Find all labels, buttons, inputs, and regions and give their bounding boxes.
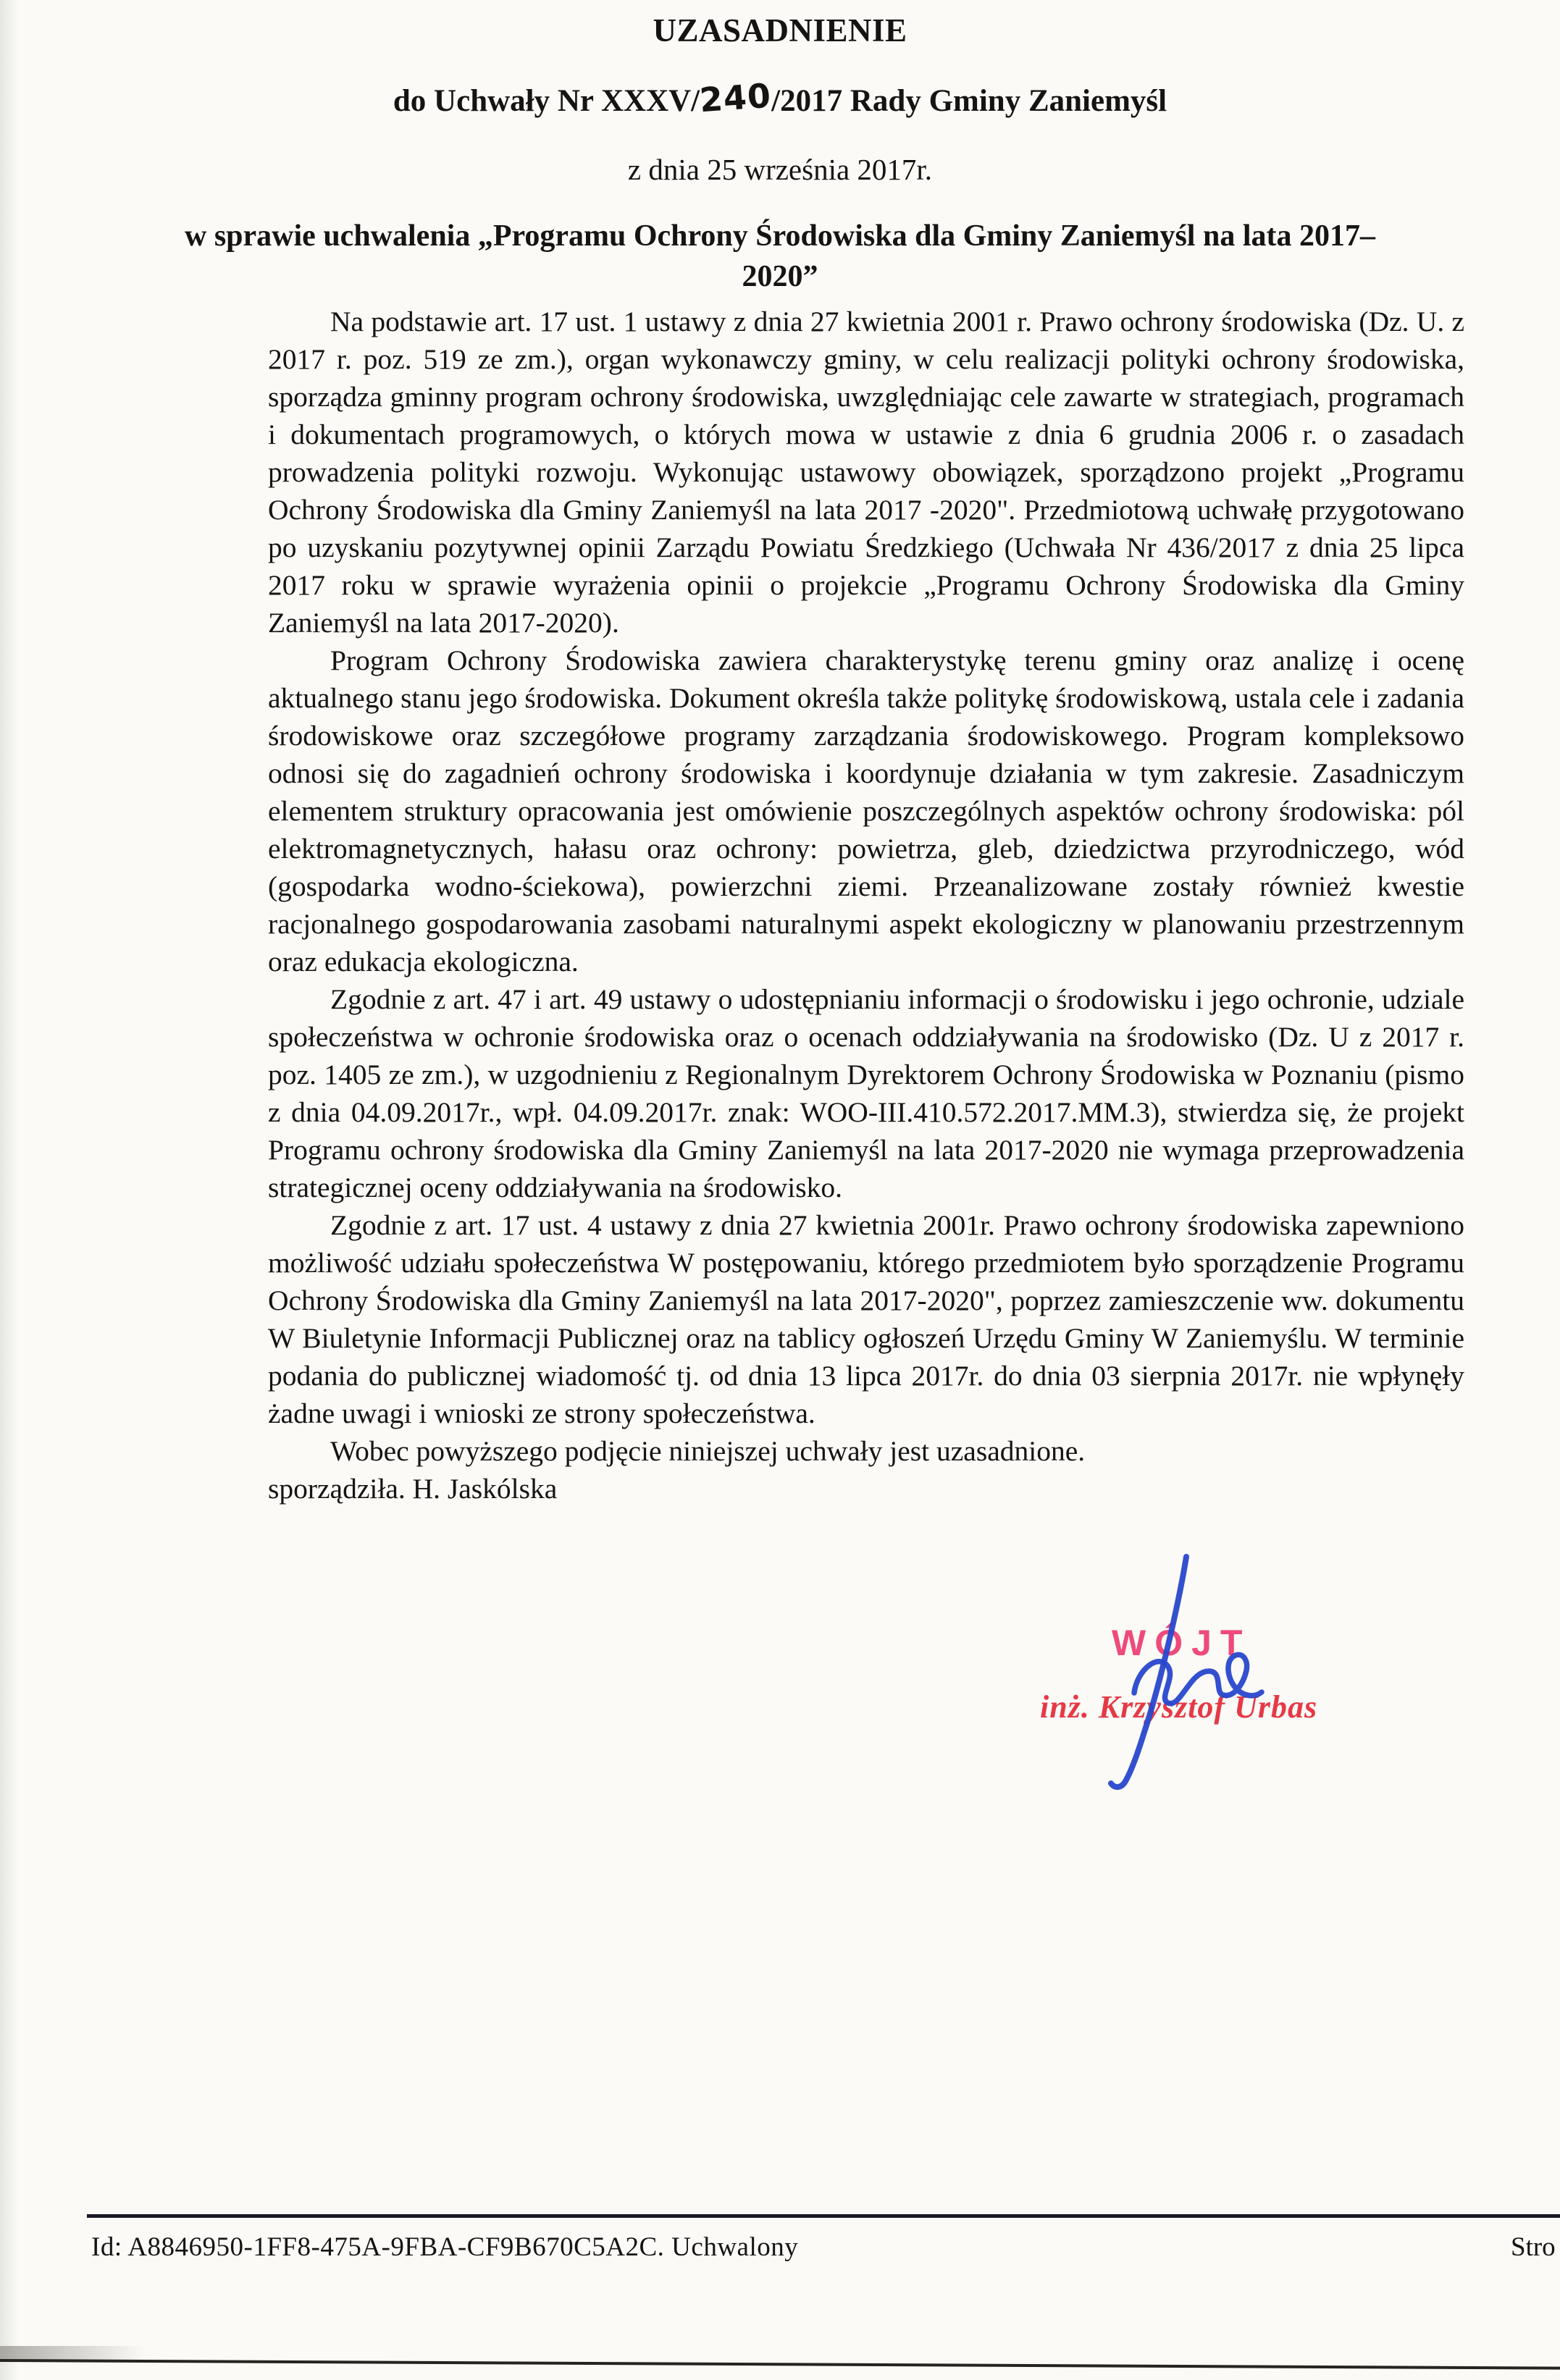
document-title: UZASADNIENIE — [653, 12, 907, 49]
paragraph-program-contents: Program Ochrony Środowiska zawiera charakterystykę terenu gminy oraz analizę i ocenę aktualnego stanu jego środowiska. Dokument określa także politykę środowiskową, ustala cele i zadania środowiskowe oraz szczegółowe programy zarządzania środowiskowego. Program kompleksowo odnosi się do zagadnień ochrony środowiska i koordynuje działania w tym zakresie. Zasadniczym elementem struktury opracowania jest omówienie poszczególnych aspektów ochrony środowiska: pól elektromagnetycznych, hałasu oraz ochrony: powietrza, gleb, dziedzictwa przyrodniczego, wód (gospodarka wodno-ściekowa), powierzchni ziemi. Przeanalizowane zostały również kwestie racjonalnego gospodarowania zasobami naturalnymi aspekt ekologiczny w planowaniu przestrzennym oraz edukacja ekologiczna. — [268, 644, 1464, 977]
document-body — [268, 303, 1464, 1508]
handwritten-resolution-number: 240 — [698, 75, 773, 120]
subject-line-1: w sprawie uchwalenia „Programu Ochrony Środowiska dla Gminy Zaniemyśl na lata 2017– — [185, 219, 1375, 253]
signature-block — [1028, 1549, 1434, 1796]
scan-smudge — [0, 2346, 145, 2360]
prepared-by-line: sporządziła. H. Jaskólska — [268, 1473, 558, 1505]
footer-divider-line — [87, 2214, 1560, 2218]
subject-line — [0, 216, 1560, 297]
paragraph-rdos-agreement: Zgodnie z art. 47 i art. 49 ustawy o udostępnianiu informacji o środowisku i jego ochronie, udziale społeczeństwa w ochronie środowiska oraz o ocenach oddziaływania na środowisko (Dz. U z 2017 r. poz. 1405 ze zm.), w uzgodnieniu z Regionalnym Dyrektorem Ochrony Środowiska w Poznaniu (pismo z dnia 04.09.2017r., wpł. 04.09.2017r. znak: WOO-III.410.572.2017.MM.3), stwierdza się, że projekt Programu ochrony środowiska dla Gminy Zaniemyśl na lata 2017-2020 nie wymaga przeprowadzenia strategicznej oceny oddziaływania na środowisko. — [268, 983, 1464, 1203]
footer-page-label: Stro — [1511, 2232, 1556, 2262]
mayor-name-stamp: inż. Krzysztof Urbas — [1040, 1689, 1318, 1725]
scan-edge-shadow — [0, 0, 19, 2380]
subject-line-2: 2020” — [742, 260, 818, 293]
paragraph-legal-basis: Na podstawie art. 17 ust. 1 ustawy z dnia 27 kwietnia 2001 r. Prawo ochrony środowiska (Dz. U. z 2017 r. poz. 519 ze zm.), organ wykonawczy gminy, w celu realizacji polityki ochrony środowiska, sporządza gminny program ochrony środowiska, uwzględniając cele zawarte w strategiach, programach i dokumentach programowych, o których mowa w ustawie z dnia 6 grudnia 2006 r. o zasadach prowadzenia polityki rozwoju. Wykonując ustawowy obowiązek, sporządzono projekt „Programu Ochrony Środowiska dla Gminy Zaniemyśl na lata 2017 -2020". Przedmiotową uchwałę przygotowano po uzyskaniu pozytywnej opinii Zarządu Powiatu Średzkiego (Uchwała Nr 436/2017 z dnia 25 lipca 2017 roku w sprawie wyrażenia opinii o projekcie „Programu Ochrony Środowiska dla Gminy Zaniemyśl na lata 2017-2020). — [268, 306, 1464, 639]
resolution-reference-line — [0, 75, 1560, 120]
closing-statement: Wobec powyższego podjęcie niniejszej uchwały jest uzasadnione. — [330, 1435, 1086, 1467]
paragraph-public-participation: Zgodnie z art. 17 ust. 4 ustawy z dnia 27 kwietnia 2001r. Prawo ochrony środowiska zapewniono możliwość udziału społeczeństwa W postępowaniu, którego przedmiotem było sporządzenie Programu Ochrony Środowiska dla Gminy Zaniemyśl na lata 2017-2020", poprzez zamieszczenie ww. dokumentu W Biuletynie Informacji Publicznej oraz na tablicy ogłoszeń Urzędu Gminy W Zaniemyślu. W terminie podania do publicznej wiadomość tj. od dnia 13 lipca 2017r. do dnia 03 sierpnia 2017r. nie wpłynęły żadne uwagi i wnioski ze strony społeczeństwa. — [268, 1209, 1464, 1429]
resolution-prefix: do Uchwały Nr XXXV/ — [393, 84, 700, 118]
resolution-date-line: z dnia 25 września 2017r. — [627, 153, 933, 186]
mayor-title-stamp: WÓJT — [1112, 1623, 1251, 1663]
resolution-suffix: /2017 Rady Gminy Zaniemyśl — [771, 84, 1167, 118]
handwritten-signature-ink — [1065, 1554, 1282, 1793]
scan-page-edge — [0, 2359, 1560, 2370]
footer-document-id: Id: A8846950-1FF8-475A-9FBA-CF9B670C5A2C. Uchwalony — [91, 2232, 799, 2262]
